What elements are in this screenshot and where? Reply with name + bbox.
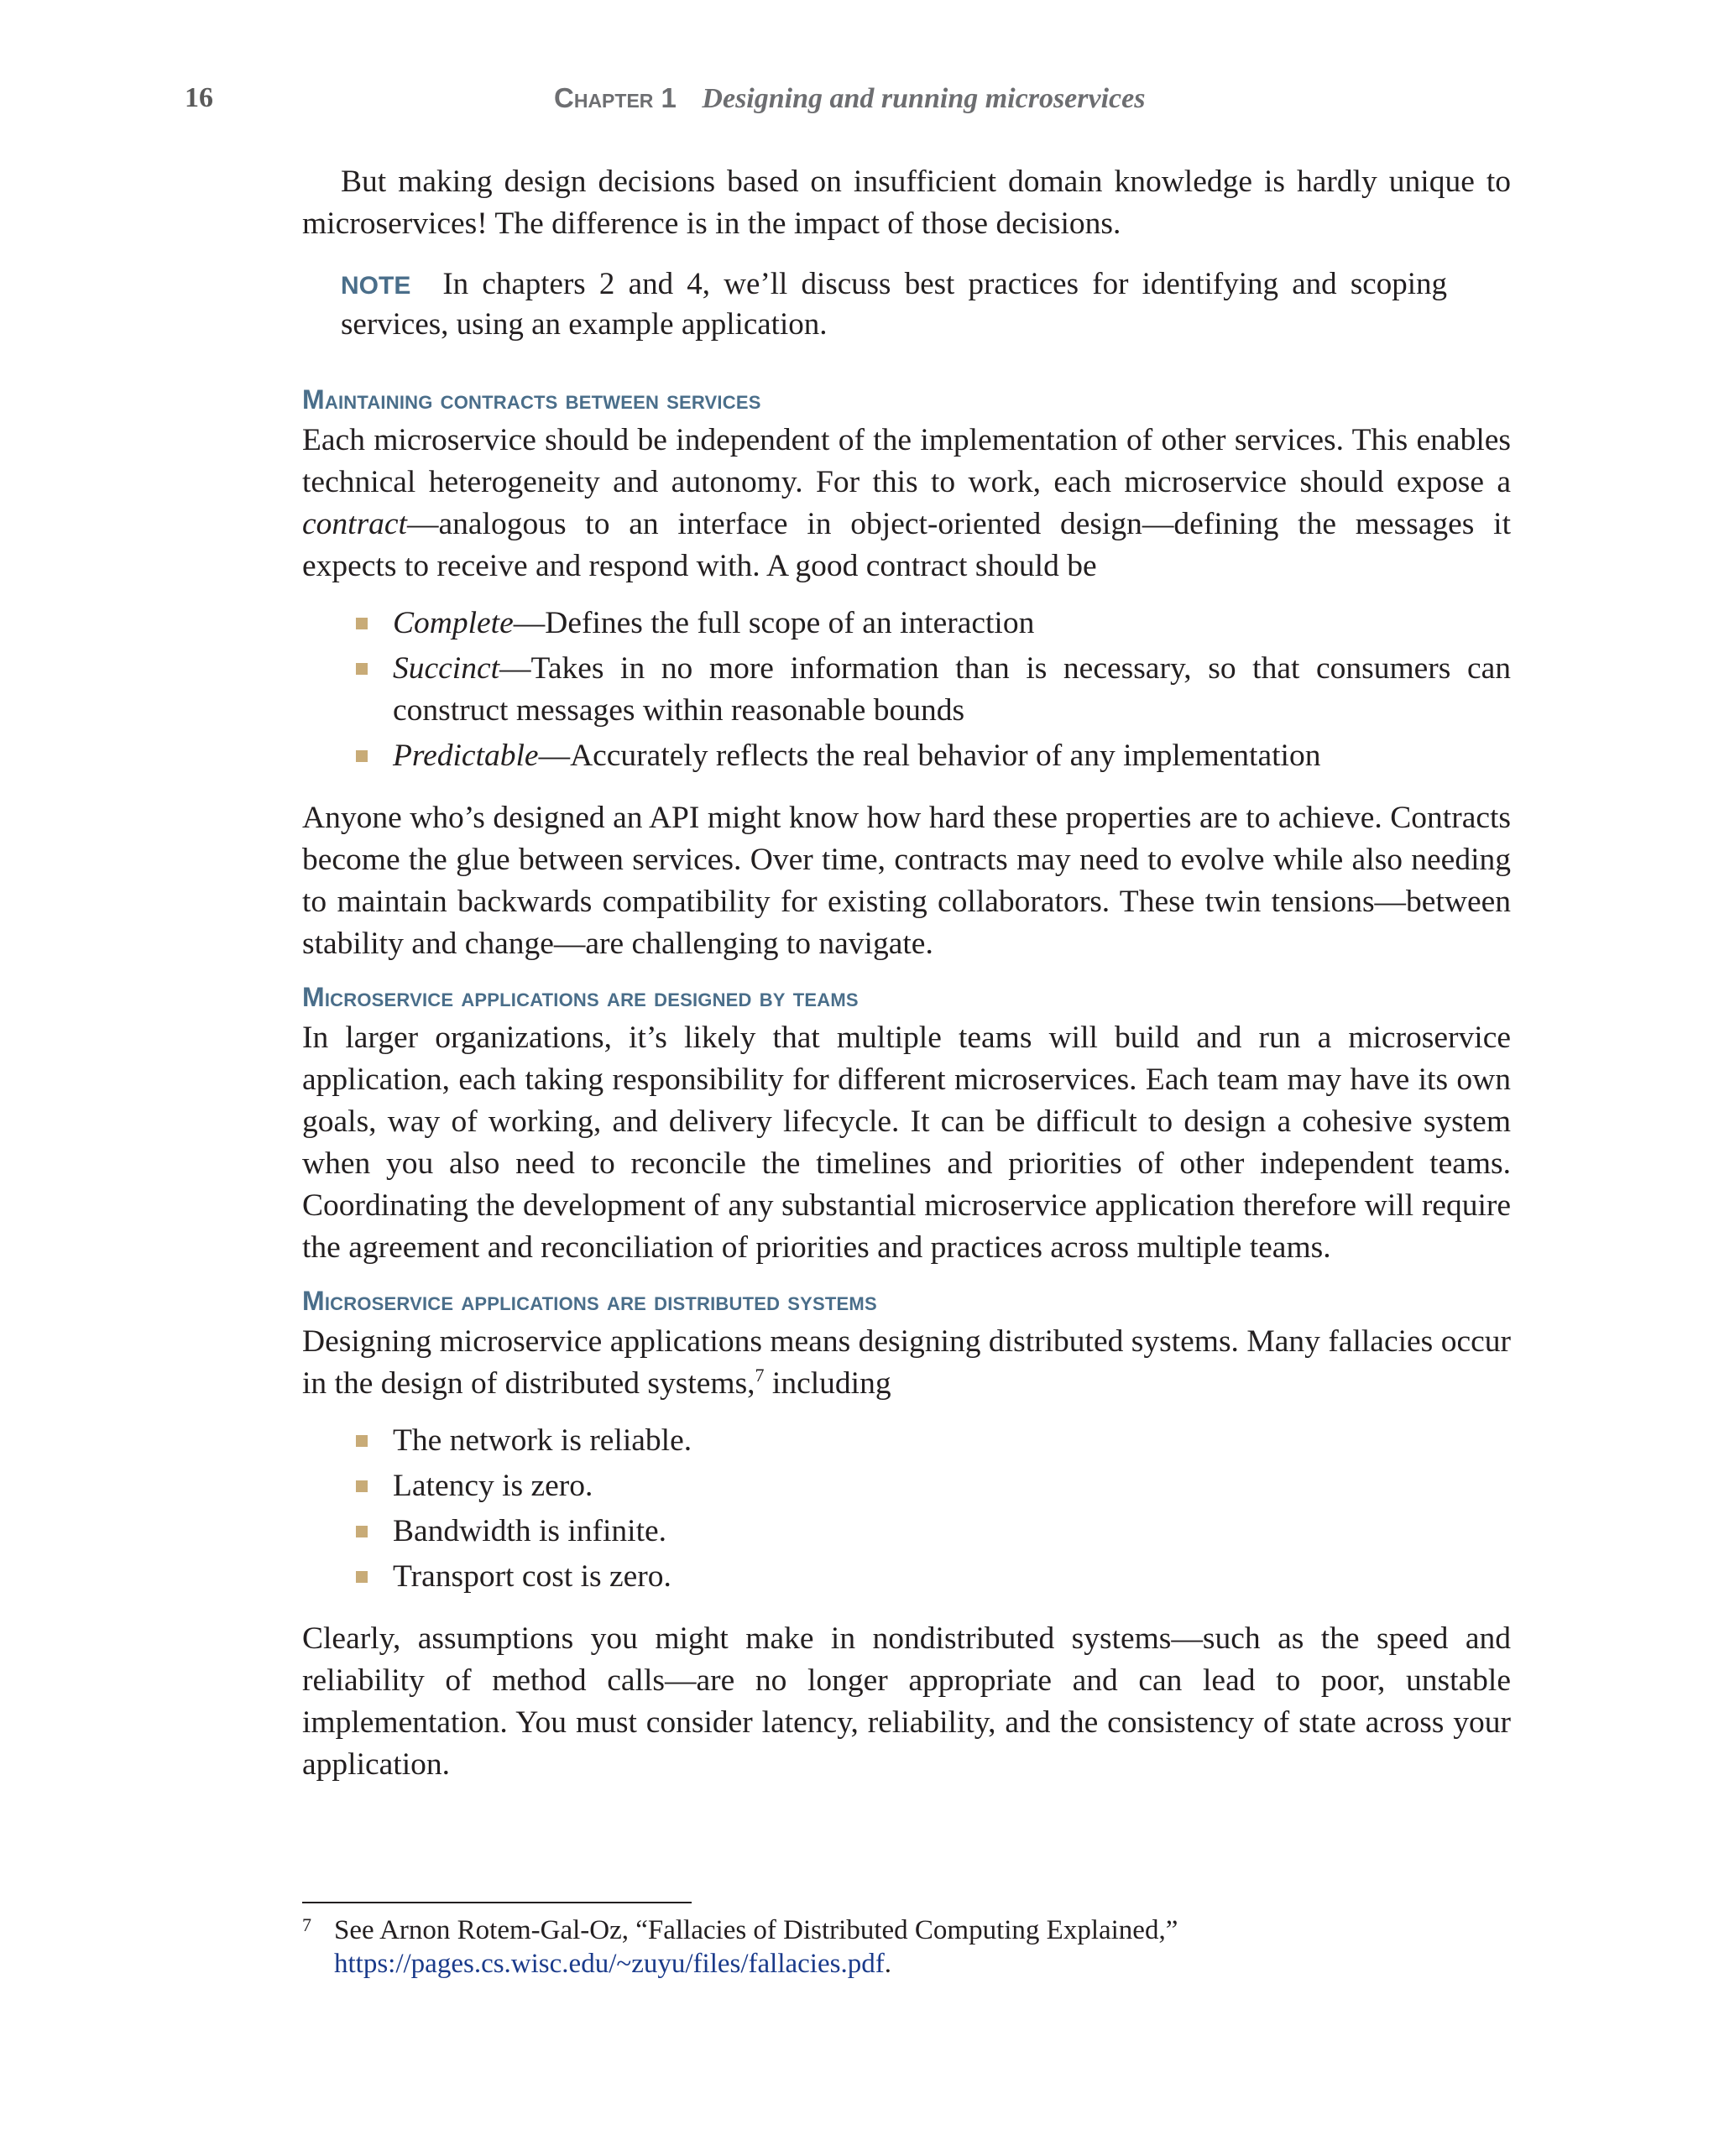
- footnote-reference[interactable]: 7: [755, 1365, 765, 1386]
- list-item-text: Transport cost is zero.: [393, 1559, 671, 1594]
- list-item: [393, 1556, 1511, 1598]
- bullet-icon: [356, 618, 368, 629]
- footnote-body: [334, 1913, 1494, 1981]
- bullet-icon: [356, 750, 368, 762]
- list-item: [393, 648, 1511, 732]
- footnote: [302, 1913, 1494, 1981]
- note-label: NOTE: [341, 272, 411, 300]
- page-number: 16: [185, 82, 213, 113]
- footnote-text: See Arnon Rotem-Gal-Oz, “Fallacies of Distributed Computing Explained,”: [334, 1915, 1178, 1945]
- contracts-p1-before: Each microservice should be independent of the implementation of other services. This enables technical heterogeneity and autonomy. For this to work, each microservice should expose a: [302, 423, 1511, 499]
- distributed-p1-after: including: [764, 1366, 891, 1401]
- list-item-text: —Accurately reflects the real behavior of any implementation: [538, 739, 1321, 773]
- heading-maintaining-contracts: Maintaining contracts between services: [302, 384, 761, 415]
- contracts-p1-after: —analogous to an interface in object-oriented design—defining the messages it expects to receive and respond with. A good contract should be: [302, 507, 1511, 583]
- main-content: [302, 161, 1511, 1786]
- contracts-paragraph-2: Anyone who’s designed an API might know how hard these properties are to achieve. Contracts become the glue between services. Over time, contracts may need to evolve while also needing to maintain backwards compatibility for existing collaborators. These twin tensions—between stability and change—are challenging to navigate.: [302, 801, 1511, 961]
- footnote-link[interactable]: https://pages.cs.wisc.edu/~zuyu/files/fallacies.pdf: [334, 1949, 885, 1979]
- list-item: [393, 1465, 1511, 1507]
- distributed-paragraph-2: Clearly, assumptions you might make in nondistributed systems—such as the speed and reliability of method calls—are no longer appropriate and can lead to poor, unstable implementation. You must consider latency, reliability, and the consistency of state across your application.: [302, 1621, 1511, 1782]
- contract-properties-list: [302, 603, 1511, 777]
- list-item: [393, 603, 1511, 645]
- heading-distributed-systems: Microservice applications are distributed systems: [302, 1286, 877, 1316]
- note-text: In chapters 2 and 4, we’ll discuss best practices for identifying and scoping services, using an example application.: [341, 267, 1447, 342]
- bullet-icon: [356, 663, 368, 675]
- heading-designed-by-teams: Microservice applications are designed by teams: [302, 982, 859, 1012]
- chapter-title: Designing and running microservices: [702, 83, 1146, 114]
- distributed-p1-before: Designing microservice applications means designing distributed systems. Many fallacies occur in the design of distributed systems,: [302, 1324, 1511, 1401]
- list-item: [393, 735, 1511, 777]
- bullet-icon: [356, 1526, 368, 1537]
- contracts-p1-term: contract: [302, 507, 407, 541]
- bullet-icon: [356, 1571, 368, 1583]
- list-item-text: —Defines the full scope of an interaction: [513, 606, 1035, 640]
- chapter-label: Chapter 1: [554, 82, 677, 113]
- fallacies-list: [302, 1420, 1511, 1598]
- list-item-text: —Takes in no more information than is necessary, so that consumers can construct messages within reasonable bounds: [393, 651, 1511, 728]
- footnote-end: .: [884, 1949, 891, 1979]
- note-block: [341, 265, 1447, 344]
- intro-paragraph: But making design decisions based on insufficient domain knowledge is hardly unique to microservices! The difference is in the impact of those decisions.: [302, 164, 1511, 241]
- bullet-icon: [356, 1480, 368, 1492]
- contracts-paragraph-1: [302, 420, 1511, 587]
- footnote-rule: [302, 1902, 692, 1903]
- list-item: [393, 1420, 1511, 1462]
- distributed-paragraph-1: [302, 1321, 1511, 1405]
- teams-paragraph: In larger organizations, it’s likely that multiple teams will build and run a microservice application, each taking responsibility for different microservices. Each team may have its own goals, way of working, and delivery lifecycle. It can be difficult to design a cohesive system when you also need to reconcile the timelines and priorities of other independent teams. Coordinating the development of any substantial microservice application therefore will require the agreement and reconciliation of priorities and practices across multiple teams.: [302, 1021, 1511, 1265]
- list-item-term: Succinct: [393, 651, 500, 686]
- list-item-term: Complete: [393, 606, 514, 640]
- list-item: [393, 1511, 1511, 1553]
- list-item-text: Bandwidth is infinite.: [393, 1514, 667, 1548]
- list-item-text: The network is reliable.: [393, 1423, 692, 1458]
- footnote-mark: 7: [302, 1914, 311, 1935]
- bullet-icon: [356, 1435, 368, 1447]
- list-item-term: Predictable: [393, 739, 539, 773]
- list-item-text: Latency is zero.: [393, 1469, 593, 1503]
- running-head: [554, 82, 1145, 115]
